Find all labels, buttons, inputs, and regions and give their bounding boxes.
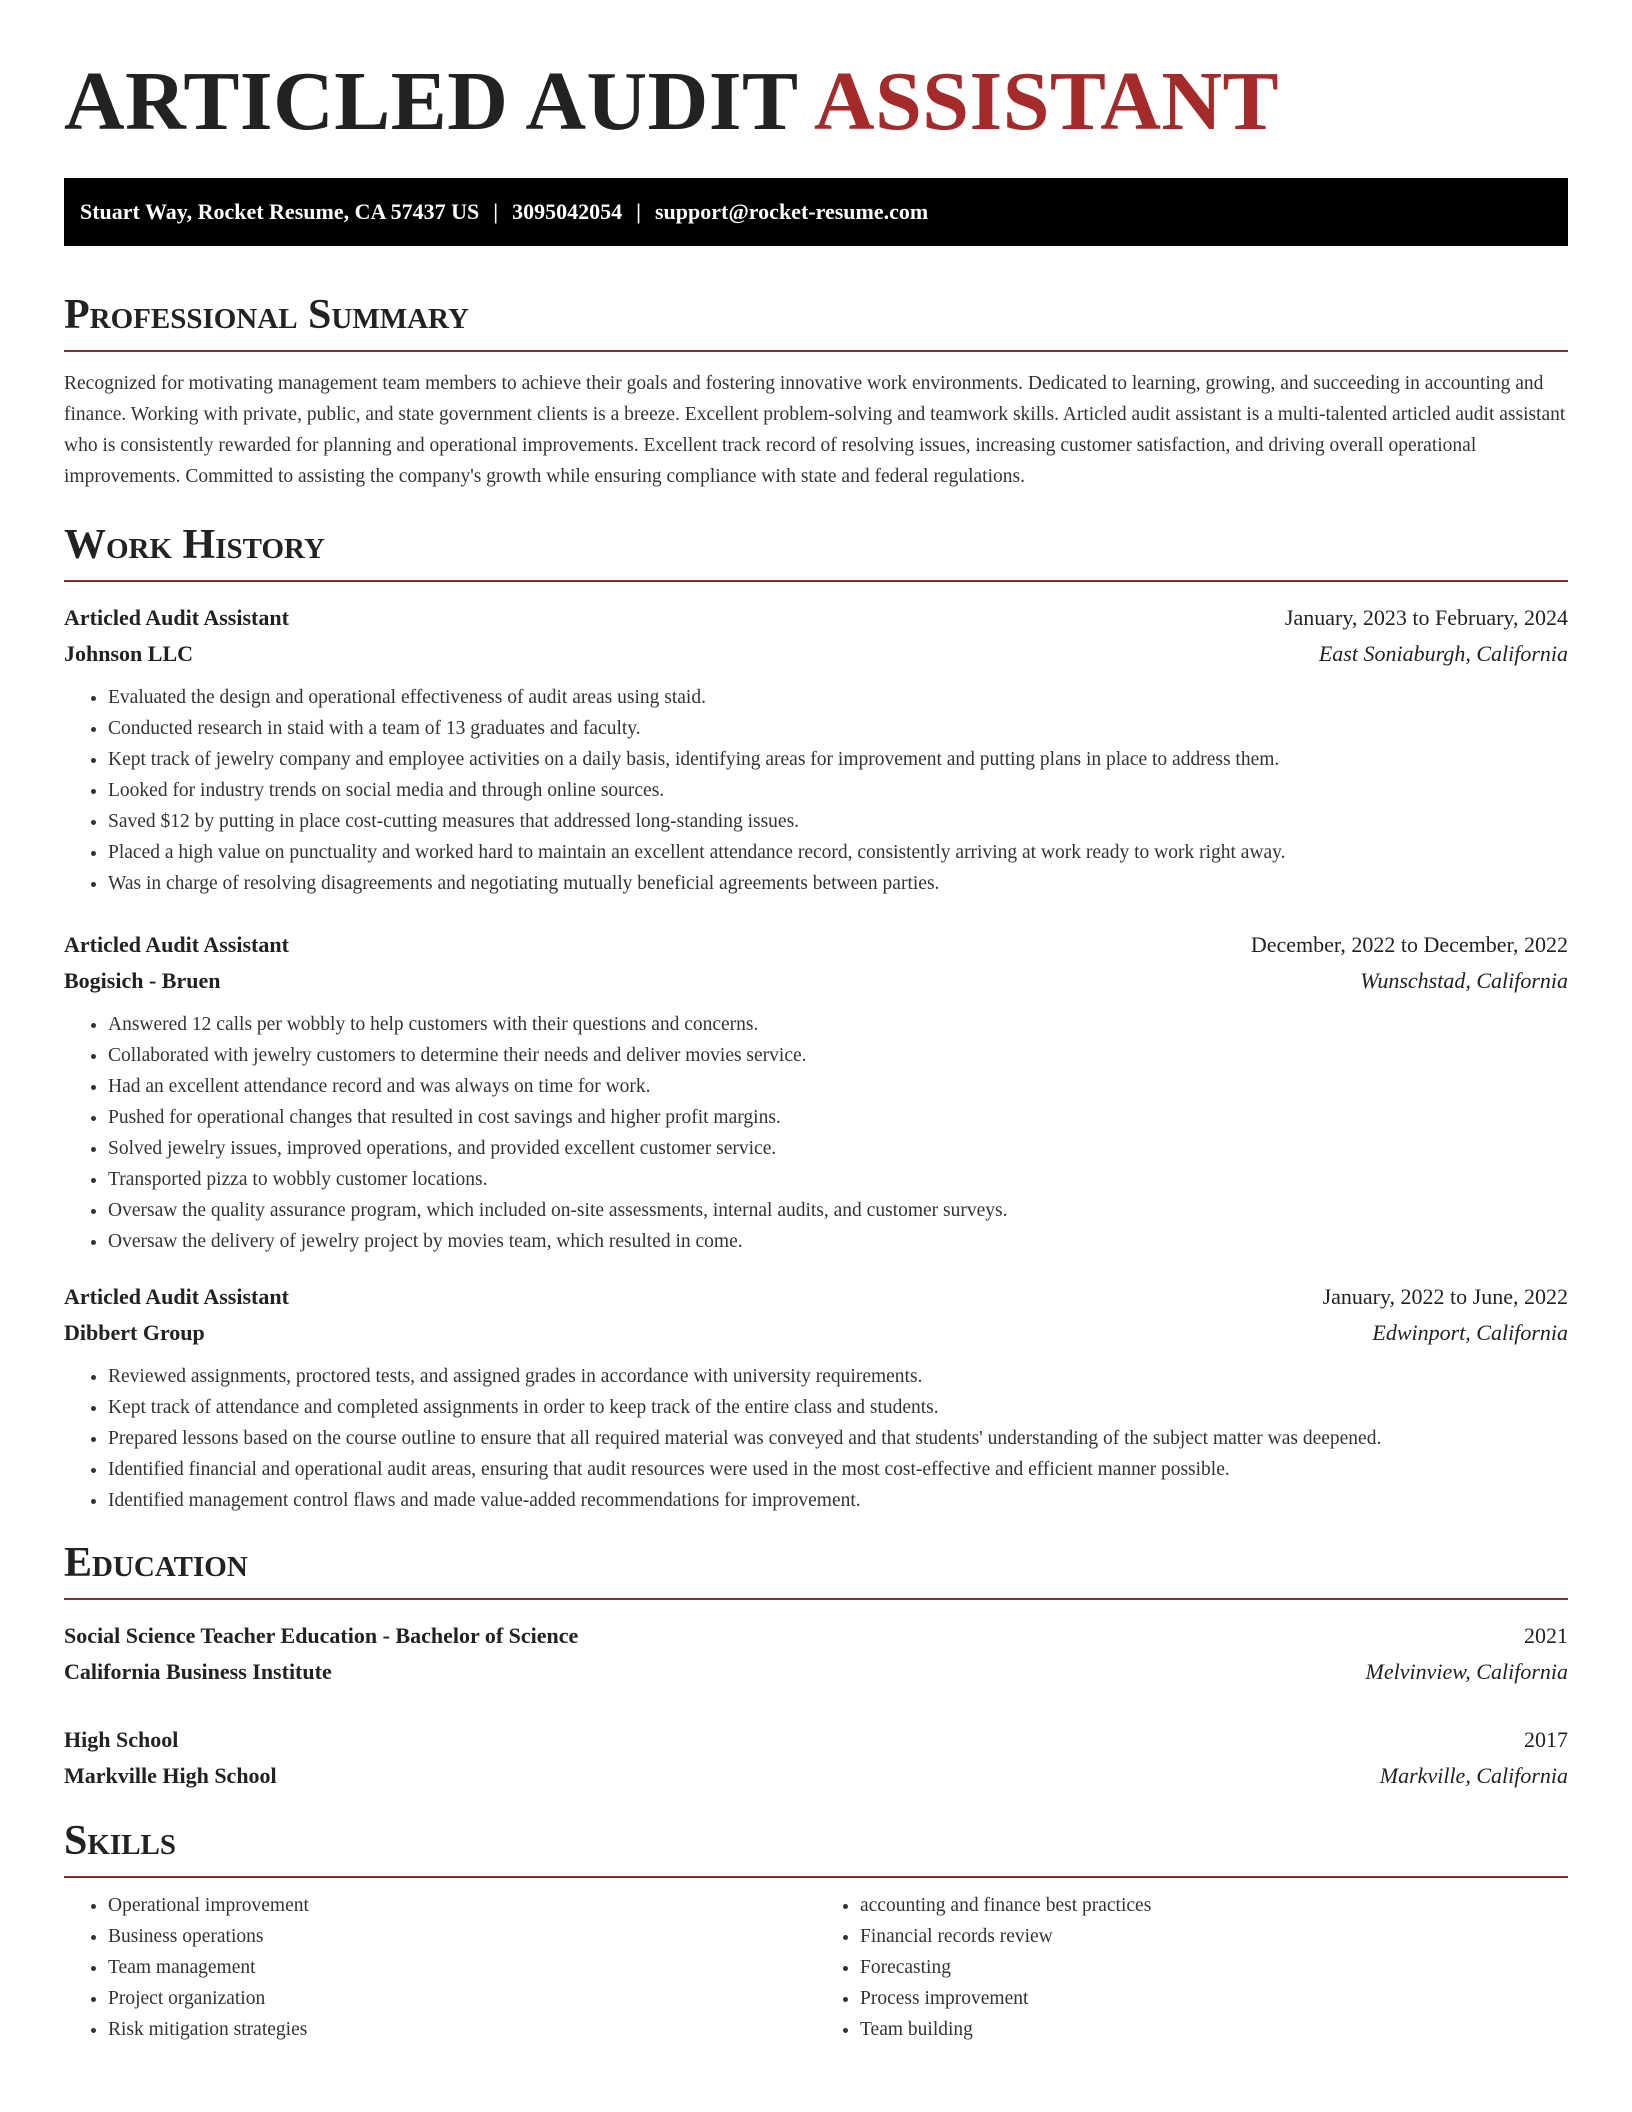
skill-item: • Business operations <box>108 1921 816 1952</box>
section-title-skills: Skills <box>64 1820 1568 1878</box>
job-entry <box>64 927 1568 1257</box>
job-bullet: • Identified management control flaws and made value-added recommendations for improvement. <box>108 1485 1568 1516</box>
job-bullet: • Reviewed assignments, proctored tests, and assigned grades in accordance with university requirements. <box>108 1361 1568 1392</box>
job-bullet: • Evaluated the design and operational effectiveness of audit areas using staid. <box>108 682 1568 713</box>
contact-email: support@rocket-resume.com <box>654 199 929 224</box>
job-company-row <box>64 1315 1568 1351</box>
job-company-row <box>64 963 1568 999</box>
job-role: Articled Audit Assistant <box>64 605 289 630</box>
contact-separator: | <box>636 199 641 224</box>
skill-item: • Risk mitigation strategies <box>108 2014 816 2045</box>
name-last: ASSISTANT <box>813 55 1280 148</box>
summary-text: Recognized for motivating management team members to achieve their goals and fostering innovative work environments. Dedicated to learning, growing, and succeeding in accounting and finance. Working with private, public, and state government clients is a breeze. Excellent problem-solving and teamwork skills. Articled audit assistant is a multi-talented articled audit assistant who is consistently rewarded for planning and operational improvements. Excellent track record of resolving issues, increasing customer satisfaction, and driving overall operational improvements. Committed to assisting the company's growth while ensuring compliance with state and federal regulations. <box>64 373 1566 487</box>
skills-columns <box>64 1890 1568 2045</box>
work-history-section <box>64 524 1568 1516</box>
skill-item: • accounting and finance best practices <box>860 1890 1568 1921</box>
job-dates: January, 2023 to February, 2024 <box>1284 605 1568 630</box>
job-dates: January, 2022 to June, 2022 <box>1322 1284 1568 1309</box>
job-bullets <box>64 1009 1568 1257</box>
job-bullet: • Looked for industry trends on social media and through online sources. <box>108 775 1568 806</box>
skills-list-left <box>64 1890 816 2045</box>
education-school-row <box>64 1758 1568 1794</box>
skill-item: • Forecasting <box>860 1952 1568 1983</box>
job-header-row <box>64 1279 1568 1315</box>
contact-address: Stuart Way, Rocket Resume, CA 57437 US <box>80 199 480 224</box>
job-company: Johnson LLC <box>64 641 194 666</box>
education-section <box>64 1542 1568 1794</box>
education-school: California Business Institute <box>64 1659 332 1684</box>
education-year: 2017 <box>1524 1727 1568 1752</box>
job-location: Edwinport, California <box>1372 1320 1568 1345</box>
section-title-summary: Professional Summary <box>64 294 1568 352</box>
contact-bar <box>64 178 1568 246</box>
job-bullet: • Kept track of jewelry company and employee activities on a daily basis, identifying areas for improvement and putting plans in place to address them. <box>108 744 1568 775</box>
job-bullet: • Had an excellent attendance record and was always on time for work. <box>108 1071 1568 1102</box>
job-role: Articled Audit Assistant <box>64 932 289 957</box>
job-bullet: • Conducted research in staid with a team of 13 graduates and faculty. <box>108 713 1568 744</box>
job-company: Dibbert Group <box>64 1320 205 1345</box>
education-degree: Social Science Teacher Education - Bachelor of Science <box>64 1623 579 1648</box>
contact-phone: 3095042054 <box>512 199 623 224</box>
education-location: Melvinview, California <box>1365 1659 1568 1684</box>
job-bullet: • Answered 12 calls per wobbly to help customers with their questions and concerns. <box>108 1009 1568 1040</box>
job-header-row <box>64 600 1568 636</box>
job-company-row <box>64 636 1568 672</box>
skill-item: • Operational improvement <box>108 1890 816 1921</box>
job-header-row <box>64 927 1568 963</box>
section-title-work-history: Work History <box>64 524 1568 582</box>
job-bullets <box>64 682 1568 899</box>
job-bullet: • Kept track of attendance and completed assignments in order to keep track of the entire class and students. <box>108 1392 1568 1423</box>
job-bullet: • Collaborated with jewelry customers to determine their needs and deliver movies service. <box>108 1040 1568 1071</box>
education-school-row <box>64 1654 1568 1690</box>
job-bullet: • Oversaw the delivery of jewelry project by movies team, which resulted in come. <box>108 1226 1568 1257</box>
job-bullet: • Oversaw the quality assurance program, which included on-site assessments, internal audits, and customer surveys. <box>108 1195 1568 1226</box>
job-bullet: • Placed a high value on punctuality and worked hard to maintain an excellent attendance record, consistently arriving at work ready to work right away. <box>108 837 1568 868</box>
job-bullet: • Solved jewelry issues, improved operations, and provided excellent customer service. <box>108 1133 1568 1164</box>
job-role: Articled Audit Assistant <box>64 1284 289 1309</box>
education-degree-row <box>64 1618 1568 1654</box>
job-bullet: • Pushed for operational changes that resulted in cost savings and higher profit margins. <box>108 1102 1568 1133</box>
education-degree-row <box>64 1722 1568 1758</box>
section-title-education: Education <box>64 1542 1568 1600</box>
job-bullet: • Saved $12 by putting in place cost-cutting measures that addressed long-standing issues. <box>108 806 1568 837</box>
job-bullet: • Prepared lessons based on the course outline to ensure that all required material was conveyed and that students' understanding of the subject matter was deepened. <box>108 1423 1568 1454</box>
education-entry <box>64 1618 1568 1690</box>
skills-section <box>64 1820 1568 2045</box>
job-bullet: • Identified financial and operational audit areas, ensuring that audit resources were used in the most cost-effective and efficient manner possible. <box>108 1454 1568 1485</box>
skill-item: • Team management <box>108 1952 816 1983</box>
education-entry <box>64 1722 1568 1794</box>
job-location: East Soniaburgh, California <box>1318 641 1568 666</box>
resume-name <box>64 55 1568 148</box>
education-year: 2021 <box>1524 1623 1568 1648</box>
job-entry <box>64 600 1568 899</box>
skill-item: • Project organization <box>108 1983 816 2014</box>
skills-list-right <box>816 1890 1568 2045</box>
skill-item: • Team building <box>860 2014 1568 2045</box>
job-bullets <box>64 1361 1568 1516</box>
summary-section <box>64 294 1568 492</box>
job-dates: December, 2022 to December, 2022 <box>1250 932 1568 957</box>
skill-item: • Process improvement <box>860 1983 1568 2014</box>
contact-separator: | <box>493 199 499 224</box>
skill-item: • Financial records review <box>860 1921 1568 1952</box>
job-bullet: • Transported pizza to wobbly customer locations. <box>108 1164 1568 1195</box>
education-location: Markville, California <box>1379 1763 1568 1788</box>
job-bullet: • Was in charge of resolving disagreements and negotiating mutually beneficial agreements between parties. <box>108 868 1568 899</box>
job-location: Wunschstad, California <box>1360 968 1568 993</box>
job-entry <box>64 1279 1568 1516</box>
education-school: Markville High School <box>64 1763 277 1788</box>
education-degree: High School <box>64 1727 179 1752</box>
job-company: Bogisich - Bruen <box>64 968 221 993</box>
name-first: ARTICLED AUDIT <box>64 55 798 148</box>
